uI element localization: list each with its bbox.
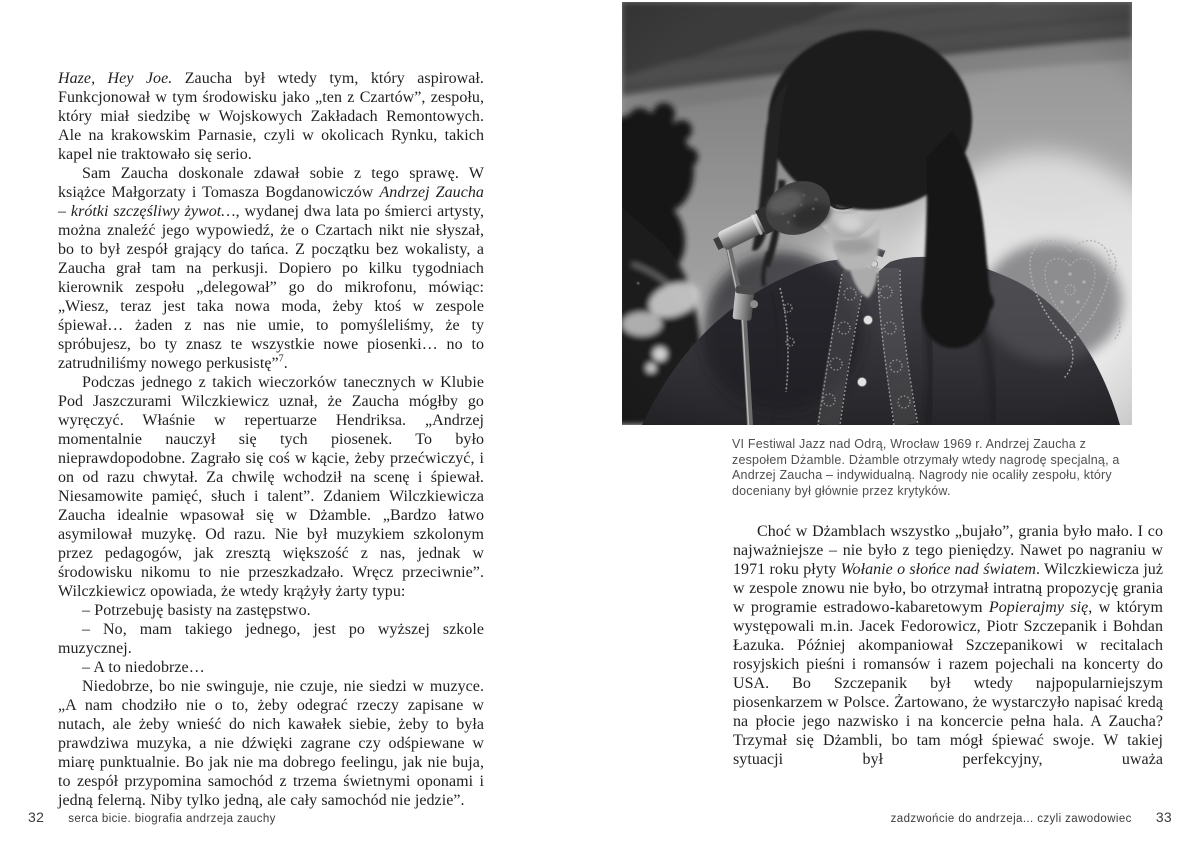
paragraph: Choć w Dżamblach wszystko „bujało”, grania było mało. I co najważniejsze – nie było z tego pieniędzy. Nawet po nagraniu w 1971 roku płyty Wołanie o słońce nad światem. Wilczkiewicza już w zespole znowu nie było, bo otrzymał intratną propozycję grania w programie estradowo-kabaretowym Popierajmy się, w którym występowali m.in. Jacek Fedorowicz, Piotr Szczepanik i Bohdan Łazuka. Później akompaniował Szczepanikowi w recitalach rosyjskich pieśni i romansów i razem pojechali na koncerty do USA. Bo Szczepanik był wtedy najpopularniejszym piosenkarzem w Polsce. Żartowano, że wystarczyło napisać kredą na płocie jego nazwisko i na koncercie pełna hala. A Zaucha? Trzymał się Dżambli, bo tam mógł śpiewać swoje. W takiej sytuacji był perfekcyjny, uważa: [733, 523, 1164, 768]
running-footer-left: serca bicie. biografia andrzeja zauchy: [68, 813, 276, 825]
page-number-right: 33: [1155, 809, 1172, 825]
paragraph: Podczas jednego z takich wieczorków tanecznych w Klubie Pod Jaszczurami Wilczkiewicz uznał, że Zaucha mógłby go wyręczyć. Właśnie w repertuarze Hendriksa. „Andrzej momentalnie nauczył się tych piosenek. To było nieprawdopodobne. Zagrało się coś w kącie, żeby przećwiczyć, i on od razu chwytał. Za chwilę wchodził na scenę i śpiewał. Niesamowite pamięć, słuch i talent”. Zdaniem Wilczkiewicza Zaucha idealnie wpasował się w Dżamble. „Bardzo łatwo asymilował muzykę. Od razu. Nie był muzykiem szkolonym przez pedagogów, jak zresztą większość z nas, jednak w środowisku nikomu to nie przeszkadzało. Wręcz przeciwnie”. Wilczkiewicz opowiada, że wtedy krążyły żarty typu:: [58, 374, 484, 600]
paragraph: – Potrzebuję basisty na zastępstwo.: [82, 602, 311, 619]
paragraph: Niedobrze, bo nie swinguje, nie czuje, nie siedzi w muzyce. „A nam chodziło nie o to, żeby odegrać rzeczy zapisane w nutach, ale żeby wnieść do nich kawałek siebie, żeby to była prawdziwa muzyka, a nie dźwięki zagrane czy odśpiewane w miarę punktualnie. Bo jak nie ma dobrego feelingu, jak nie buja, to zespół przypomina samochód z trzema świetnymi oponami i jedną felerną. Niby tylko jedną, ale cały samochód nie jedzie”.: [58, 678, 484, 809]
photo-caption: VI Festiwal Jazz nad Odrą, Wrocław 1969 r. Andrzej Zaucha z zespołem Dżamble. Dżamble otrzymały wtedy nagrodę specjalną, a Andrzej Zaucha – indywidualną. Nagrody nie ocaliły zespołu, który doceniany był głównie przez krytyków.: [732, 437, 1120, 499]
paragraph: Haze, Hey Joe. Zaucha był wtedy tym, który aspirował. Funkcjonował w tym środowisku jako „ten z Czartów”, zespołu, który miał siedzibę w Wojskowych Zakładach Remontowych. Ale na krakowskim Parnasie, czyli w okolicach Rynku, takich kapel nie traktowało się serio.: [58, 70, 484, 163]
right-page-text: [733, 522, 1163, 769]
paragraph: Sam Zaucha doskonale zdawał sobie z tego sprawę. W książce Małgorzaty i Tomasza Bogdanowiczów Andrzej Zaucha – krótki szczęśliwy żywot…, wydanej dwa lata po śmierci artysty, można znaleźć jego wypowiedź, że o Czartach nikt nie słyszał, bo to był zespół grający do tańca. Z początku bez wokalisty, a Zaucha grał tam na perkusji. Dopiero po kilku tygodniach kierownik zespołu „delegował” go do mikrofonu, mówiąc: „Wiesz, teraz jest taka nowa moda, żeby ktoś w zespole śpiewał… żaden z nas nie umie, to pomyśleliśmy, że ty spróbujesz, bo ty znasz te wszystkie nowe piosenki… no to zatrudniliśmy nowego perkusistę”$^7$.: [58, 165, 484, 372]
running-footer-right: zadzwońcie do andrzeja... czyli zawodowiec: [890, 813, 1132, 825]
page-number-left: 32: [28, 809, 45, 825]
concert-photo-illustration: [622, 2, 1132, 425]
andrzej-zaucha-concert-photo: [622, 2, 1132, 425]
right-page-footer: [891, 809, 1172, 825]
left-page-footer: [28, 809, 276, 825]
left-page-text: [58, 69, 484, 810]
paragraph: – A to niedobrze…: [82, 659, 205, 676]
paragraph: – No, mam takiego jednego, jest po wyższej szkole muzycznej.: [58, 621, 484, 657]
